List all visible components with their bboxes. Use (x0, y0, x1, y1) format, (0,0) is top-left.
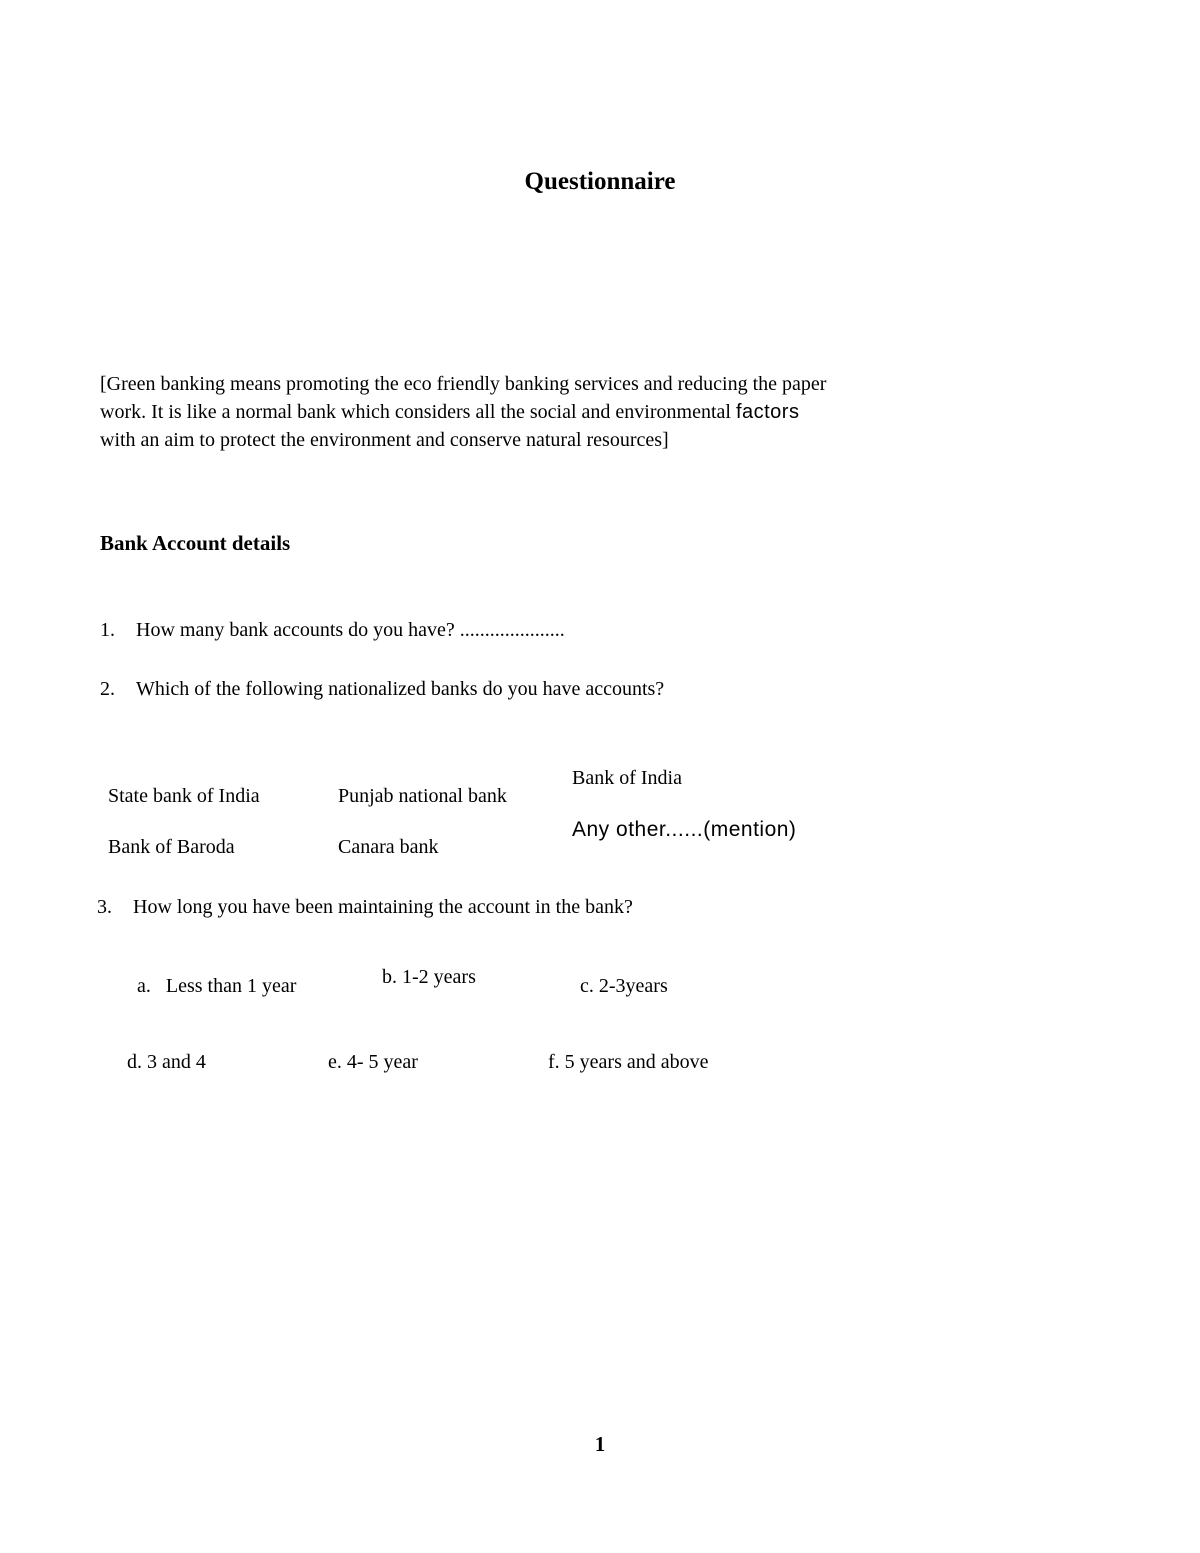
bank-option-bank-of-baroda: Bank of Baroda (108, 836, 235, 858)
bank-option-any-other: Any other......(mention) (572, 818, 797, 841)
intro-line-3: with an aim to protect the environment and conserve natural resources] (100, 429, 669, 451)
duration-option-c: c. 2-3years (580, 975, 668, 997)
question-1 (100, 619, 565, 642)
bank-option-bank-of-india: Bank of India (572, 767, 682, 789)
intro-line-2-tail: factors (735, 401, 800, 423)
question-3 (97, 896, 633, 919)
bank-option-punjab-national-bank: Punjab national bank (338, 785, 507, 807)
question-2 (100, 678, 664, 701)
intro-line-1: [Green banking means promoting the eco friendly banking services and reducing the paper (100, 373, 827, 395)
bank-option-canara-bank: Canara bank (338, 836, 439, 858)
bank-option-state-bank-of-india: State bank of India (108, 785, 260, 807)
section-heading: Bank Account details (100, 531, 291, 555)
duration-option-f: f. 5 years and above (548, 1051, 709, 1073)
duration-option-a: a. Less than 1 year (137, 975, 297, 997)
question-2-text: Which of the following nationalized banks do you have accounts? (136, 678, 665, 700)
question-3-text: How long you have been maintaining the account in the bank? (133, 896, 633, 918)
duration-option-b: b. 1-2 years (382, 966, 476, 988)
page-title: Questionnaire (524, 168, 676, 195)
page-number: 1 (594, 1432, 606, 1456)
question-1-text: How many bank accounts do you have? ..................... (136, 619, 565, 641)
duration-option-d: d. 3 and 4 (127, 1051, 206, 1073)
question-1-number: 1. (100, 619, 115, 641)
question-3-number: 3. (97, 896, 112, 918)
question-2-number: 2. (100, 678, 115, 700)
intro-line-2-main: work. It is like a normal bank which considers all the social and environmental (100, 401, 736, 423)
duration-option-e: e. 4- 5 year (328, 1051, 418, 1073)
intro-line-2 (100, 401, 960, 424)
